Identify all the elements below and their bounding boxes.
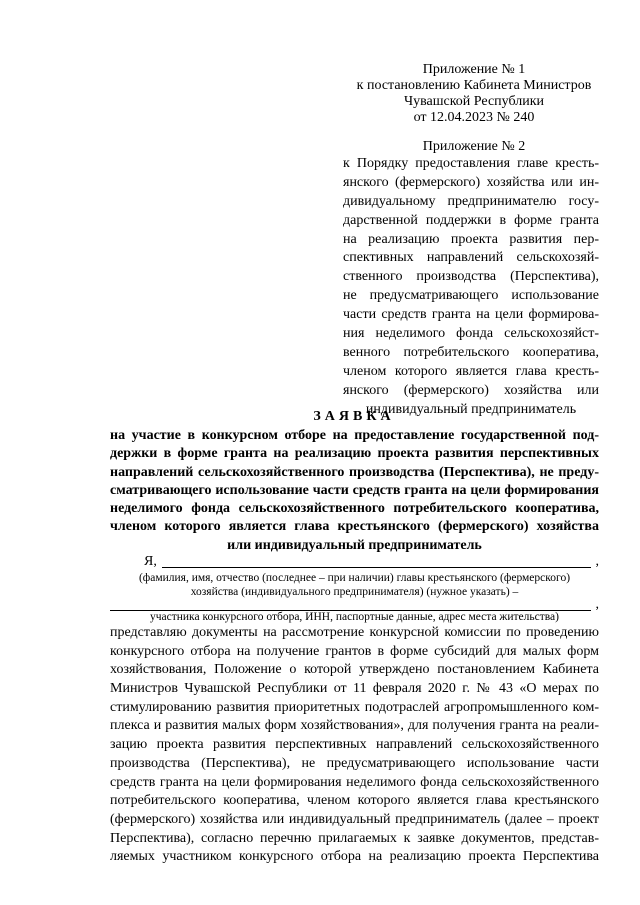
- body-line: хозяйствования, Положение о которой утверждено постановлением Кабинета: [110, 662, 599, 678]
- applicant-name-field[interactable]: [144, 553, 599, 571]
- body-line: (фермерского) хозяйства или индивидуальный предприниматель (далее – проект: [110, 811, 599, 827]
- body-line: стимулированию развития приоритетных подотраслей агропромышленного ком-: [110, 699, 599, 715]
- appendix-2-line: янского (фермерского) хозяйства или ин-: [343, 174, 599, 190]
- body-line: ляемых участником конкурсного отбора на реализацию проекта Перспектива: [110, 849, 599, 865]
- appendix-2-line: части средств гранта на цели формирова-: [343, 307, 599, 323]
- appendix-1-line: к постановлению Кабинета Министров: [356, 78, 592, 93]
- body-line: Перспектива), согласно перечню прилагаемых к заявке документов, представ-: [110, 830, 599, 846]
- appendix-2-line: янского (фермерского) хозяйства или: [343, 382, 599, 398]
- heading-line: сматривающего использование части средств гранта на цели формирования: [110, 482, 599, 498]
- appendix-1-line: Чувашской Республики: [403, 94, 545, 109]
- applicant-name-hint: [110, 571, 599, 599]
- application-heading: [110, 427, 599, 555]
- appendix-2-title: Приложение № 2: [422, 139, 526, 154]
- appendix-2-line: не предусматривающего использование: [343, 288, 599, 304]
- heading-line: неделимого фонда сельскохозяйственного потребительского кооператива,: [110, 501, 599, 517]
- appendix-1-block: [345, 62, 603, 126]
- heading-line: членом которого является глава крестьянского (фермерского) хозяйства: [110, 519, 599, 535]
- appendix-2-line: ния неделимого фонда сельскохозяйст-: [343, 326, 599, 342]
- heading-line: или индивидуальный предприниматель: [227, 537, 482, 553]
- body-line: представляю документы на рассмотрение конкурсной комиссии по проведению: [110, 625, 599, 640]
- application-title: ЗАЯВКА: [313, 409, 395, 424]
- appendix-2-line: венного потребительского кооператива,: [343, 344, 599, 360]
- body-line: зацию проекта развития перспективных направлений сельскохозяйственного: [110, 737, 599, 753]
- heading-line: держки в форме гранта на реализацию проекта развития перспективных: [110, 446, 599, 462]
- body-line: плекса и развития малых форм хозяйствования», для получения гранта на реали-: [110, 718, 599, 734]
- appendix-2-line: на реализацию проекта развития пер-: [343, 231, 599, 247]
- appendix-2-text: [343, 155, 599, 419]
- body-line: потребительского кооператива, членом которого является глава крестьянского: [110, 793, 599, 809]
- applicant-details-hint: участника конкурсного отбора, ИНН, паспортные данные, адрес места жительства): [149, 611, 559, 623]
- application-body: [110, 624, 599, 867]
- ya-label: Я,: [144, 554, 157, 569]
- appendix-2-line: членом которого является глава кресть-: [343, 363, 599, 379]
- body-line: средств гранта на цели формирования неделимого фонда сельскохозяйственного: [110, 774, 599, 790]
- appendix-2-line: дарственной поддержки в форме гранта: [343, 212, 599, 228]
- appendix-2-line: к Порядку предоставления главе кресть-: [343, 156, 599, 171]
- trailing-comma: ,: [595, 597, 599, 612]
- hint-line: хозяйства (индивидуального предпринимателя) (нужное указать) –: [190, 586, 519, 598]
- appendix-2-line: спективных направлений сельскохозяй-: [343, 250, 599, 266]
- body-line: производства (Перспектива), не предусматривающего использование части: [110, 755, 599, 771]
- fill-in-underline: [162, 567, 591, 568]
- appendix-2-line: ственного производства (Перспектива),: [343, 269, 599, 285]
- trailing-comma: ,: [595, 554, 599, 569]
- hint-line: (фамилия, имя, отчество (последнее – при наличии) главы крестьянского (фермерского): [138, 572, 571, 584]
- appendix-1-title: Приложение № 1: [422, 62, 526, 77]
- appendix-2-line: дивидуальному предпринимателю госу-: [343, 193, 599, 209]
- heading-line: направлений сельскохозяйственного производства (Перспектива), не преду-: [110, 464, 599, 480]
- body-line: конкурсного отбора на получение грантов в форме субсидий для малых форм: [110, 643, 599, 659]
- body-line: Министров Чувашской Республики от 11 февраля 2020 г. № 43 «О мерах по: [110, 681, 599, 697]
- heading-line: на участие в конкурсном отборе на предоставление государственной под-: [110, 428, 599, 443]
- appendix-1-date: от 12.04.2023 № 240: [413, 110, 535, 125]
- appendix-2-line: индивидуальный предприниматель: [365, 401, 577, 417]
